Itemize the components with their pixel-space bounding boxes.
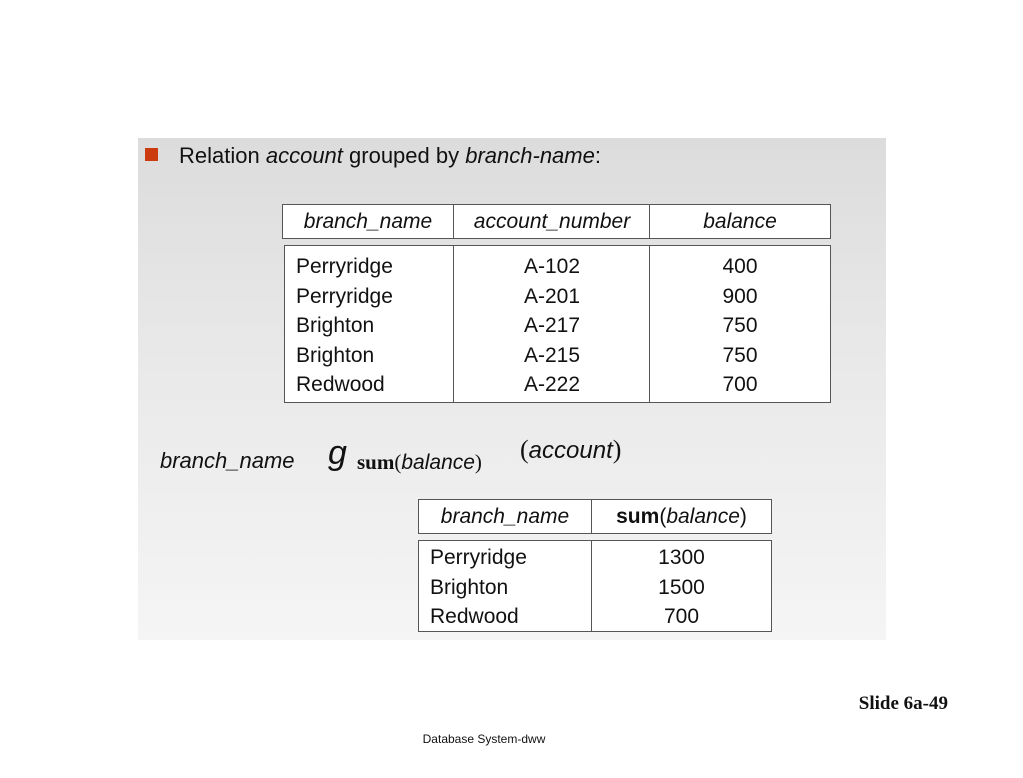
result-header-arg: balance	[666, 504, 740, 528]
result-header-sum-fn: sum	[616, 504, 660, 528]
table-cell: Perryridge	[296, 284, 393, 308]
table-cell: A-201	[523, 284, 581, 308]
result-header-branch-name: branch_name	[440, 504, 570, 528]
table-cell: Perryridge	[430, 546, 527, 569]
result-table-header	[418, 499, 772, 534]
header-account-number-cell	[453, 205, 650, 238]
result-table-body	[418, 540, 772, 632]
table-cell: 1300	[658, 546, 705, 569]
table-cell: 700	[663, 605, 700, 628]
table-cell: A-217	[523, 314, 581, 337]
header-balance-cell	[649, 205, 830, 238]
table-cell: Redwood	[296, 373, 385, 396]
table-cell: 750	[722, 314, 758, 337]
table-cell: 700	[722, 373, 758, 396]
heading-middle: grouped by	[342, 143, 466, 168]
table-cell: Brighton	[296, 314, 375, 337]
table-cell: Perryridge	[296, 255, 393, 278]
expression-group-attribute: branch_name	[160, 448, 295, 473]
balance-column	[649, 246, 830, 402]
bullet-square-icon	[145, 148, 158, 161]
expression-relation	[520, 434, 621, 465]
result-header-open-paren: (	[659, 504, 667, 528]
slide-number: Slide 6a-49	[858, 693, 948, 714]
result-branch-name-column	[419, 541, 591, 631]
result-header-sum-balance	[592, 500, 771, 533]
result-header-sum-cell	[591, 500, 771, 533]
table-cell: 750	[722, 343, 758, 367]
result-header-branch-name-cell	[419, 500, 591, 533]
table-cell: 900	[722, 284, 758, 308]
account-table-body	[284, 245, 831, 403]
table-cell: Brighton	[296, 343, 375, 367]
table-cell: A-222	[523, 373, 581, 396]
aggregate-function: sum	[357, 450, 395, 474]
table-cell: Redwood	[430, 605, 519, 628]
expression-aggregate	[357, 450, 482, 475]
account-number-column	[453, 246, 650, 402]
table-cell: Brighton	[430, 575, 509, 599]
aggregate-close-paren: )	[474, 450, 482, 474]
result-header-close-paren: )	[739, 504, 747, 528]
relation-name: account	[528, 437, 613, 464]
table-cell: 1500	[658, 575, 705, 599]
result-sum-column	[591, 541, 771, 631]
slide-heading	[179, 142, 601, 170]
heading-relation: account	[265, 143, 343, 168]
heading-attribute: branch-name	[465, 143, 595, 168]
table-cell: 400	[722, 255, 758, 278]
header-account-number: account_number	[473, 209, 631, 233]
account-table-header	[282, 204, 831, 239]
aggregate-argument: balance	[401, 451, 475, 474]
header-branch-name-cell	[283, 205, 453, 238]
heading-prefix: Relation	[179, 143, 266, 168]
aggregation-operator-symbol: g	[328, 434, 347, 472]
header-balance: balance	[703, 209, 777, 233]
table-cell: A-102	[523, 255, 581, 278]
branch-name-column	[285, 246, 453, 402]
aggregate-open-paren: (	[394, 450, 402, 474]
table-cell: A-215	[523, 343, 581, 367]
header-branch-name: branch_name	[303, 209, 433, 233]
relation-close-paren: )	[612, 435, 622, 464]
heading-suffix: :	[594, 143, 601, 168]
footer-text: Database System-dww	[422, 732, 546, 746]
relation-open-paren: (	[520, 435, 529, 464]
